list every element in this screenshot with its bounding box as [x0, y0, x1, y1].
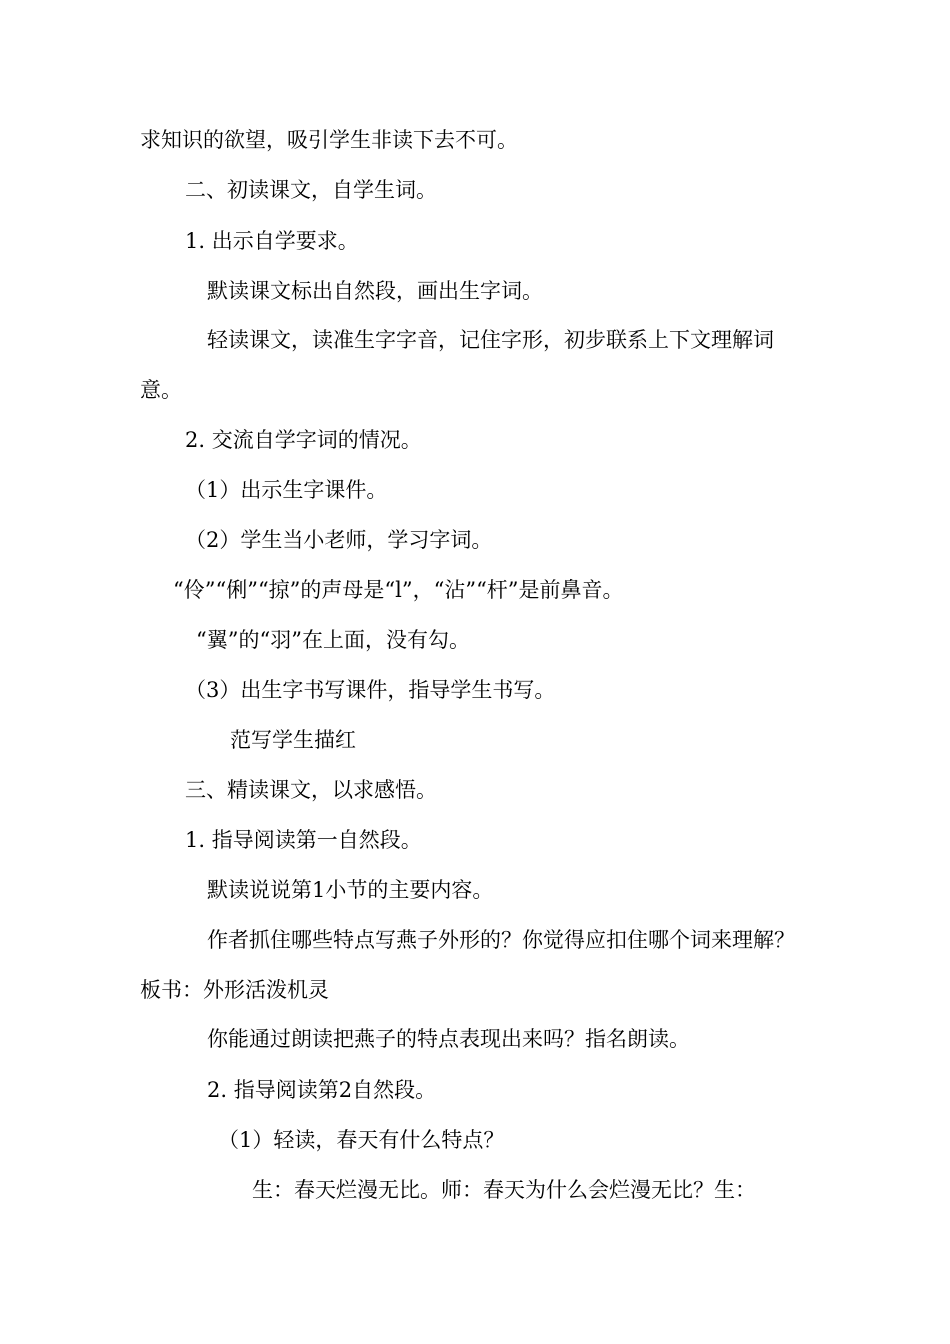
text-line: 轻读课文，读准生字字音，记住字形，初步联系上下文理解词 [207, 328, 774, 352]
text-line: （1）出示生字课件。 [185, 478, 388, 502]
text-line: “伶”“俐”“掠”的声母是“l”，“沾”“杆”是前鼻音。 [173, 578, 624, 602]
text-line: 2. 交流自学字词的情况。 [185, 428, 422, 452]
text-line: 1. 出示自学要求。 [185, 229, 359, 253]
section-heading: 三、精读课文，以求感悟。 [185, 778, 437, 802]
text-line: （3）出生字书写课件，指导学生书写。 [185, 678, 556, 702]
text-line: 2. 指导阅读第2自然段。 [207, 1078, 437, 1102]
text-line: 作者抓住哪些特点写燕子外形的？你觉得应扣住哪个词来理解？ [207, 928, 795, 952]
text-line: 默读说说第1小节的主要内容。 [207, 878, 494, 902]
text-line: 1. 指导阅读第一自然段。 [185, 828, 422, 852]
section-heading: 二、初读课文，自学生词。 [185, 178, 437, 202]
text-line: （2）学生当小老师，学习字词。 [185, 528, 493, 552]
text-line: 意。 [140, 378, 182, 402]
text-line: （1）轻读，春天有什么特点？ [218, 1128, 505, 1152]
text-line: 你能通过朗读把燕子的特点表现出来吗？指名朗读。 [207, 1027, 690, 1051]
text-line: “翼”的“羽”在上面，没有勾。 [196, 628, 470, 652]
text-line: 求知识的欲望，吸引学生非读下去不可。 [140, 128, 518, 152]
text-line: 板书：外形活泼机灵 [140, 978, 329, 1002]
text-line: 生：春天烂漫无比。师：春天为什么会烂漫无比？生： [252, 1178, 756, 1202]
text-line: 默读课文标出自然段，画出生字词。 [207, 279, 543, 303]
text-line: 范写学生描红 [230, 728, 356, 752]
